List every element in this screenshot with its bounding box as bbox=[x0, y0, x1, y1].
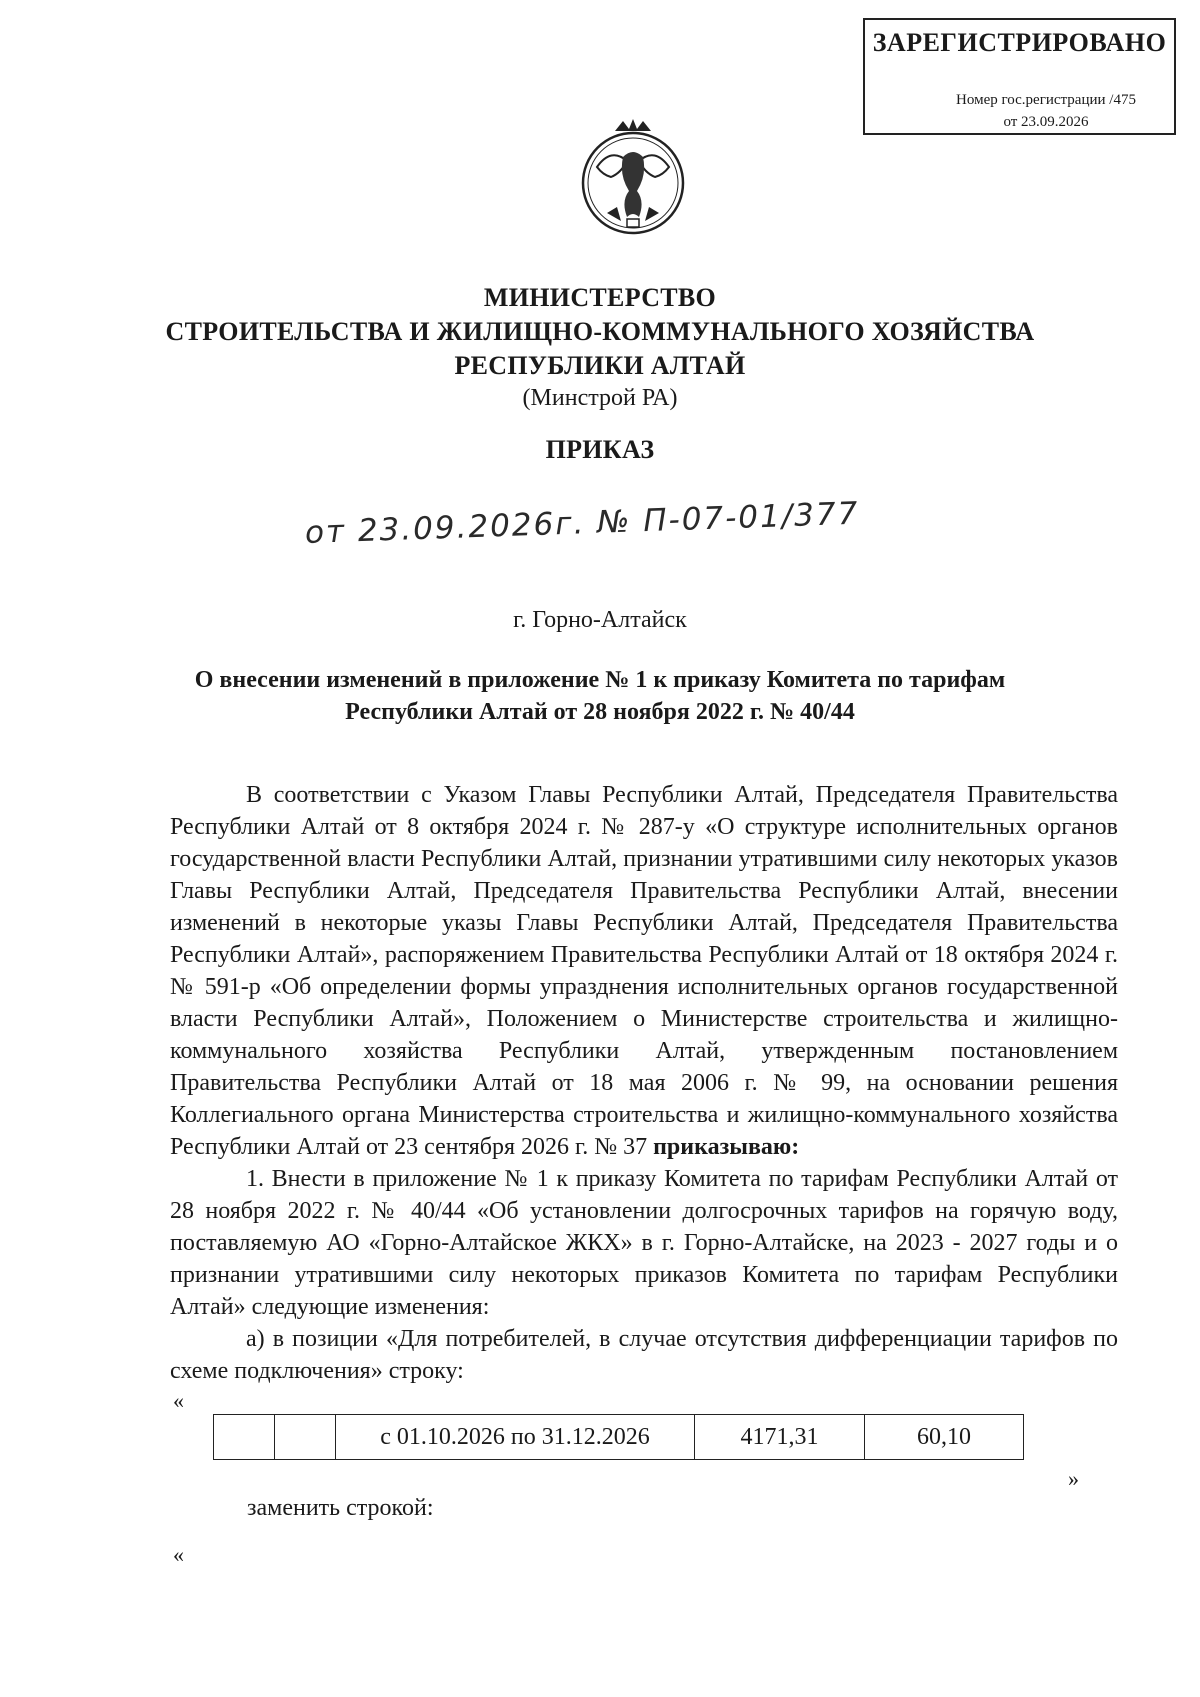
item-1-paragraph: 1. Внести в приложение № 1 к приказу Комитета по тарифам Республики Алтай от 28 ноября 2022 г. № 40/44 «Об установлении долгосрочных тарифов на горячую воду, поставляемую АО «Горно-Алтайское ЖКХ» в г. Горно-Алтайске, на 2023 - 2027 годы и о признании утратившими силу некоторых приказов Комитета по тарифам Республики Алтай» следующие изменения: bbox=[170, 1166, 1118, 1320]
preamble-text: В соответствии с Указом Главы Республики Алтай, Председателя Правительства Республики Алтай от 8 октября 2024 г. № 287-у «О структуре исполнительных органов государственной власти Республики Алтай, признании утратившими силу некоторых указов Главы Республики Алтай, Председателя Правительства Республики Алтай, внесении изменений в некоторые указы Главы Республики Алтай, Председателя Правительства Республики Алтай», распоряжением Правительства Республики Алтай от 18 октября 2024 г. № 591-р «Об определении формы упразднения исполнительных органов государственной власти Республики Алтай», Положением о Министерстве строительства и жилищно-коммунального хозяйства Республики Алтай, утвержденным постановлением Правительства Республики Алтай от 18 мая 2006 г. № 99, на основании решения Коллегиального органа Министерства строительства и жилищно-коммунального хозяйства Республики Алтай от 23 сентября 2026 г. № 37 bbox=[170, 782, 1118, 1160]
city: г. Горно-Алтайск bbox=[513, 607, 687, 633]
registration-number: Номер гос.регистрации /475 bbox=[956, 92, 1136, 108]
ministry-line1: МИНИСТЕРСТВО bbox=[483, 283, 717, 312]
preamble-paragraph bbox=[170, 779, 1118, 1163]
order-subject bbox=[150, 664, 1050, 728]
republic-altai-emblem-icon bbox=[577, 117, 689, 245]
ministry-short-name: (Минстрой РА) bbox=[522, 385, 678, 411]
registration-title: ЗАРЕГИСТРИРОВАНО bbox=[872, 28, 1167, 57]
open-quote-1: « bbox=[173, 1388, 184, 1413]
ministry-line3: РЕСПУБЛИКИ АЛТАЙ bbox=[454, 351, 746, 380]
table-cell-period: с 01.10.2026 по 31.12.2026 bbox=[336, 1415, 695, 1460]
table-cell-empty-1 bbox=[214, 1415, 275, 1460]
item-a-paragraph: а) в позиции «Для потребителей, в случае отсутствия дифференциации тарифов по схеме подключения» строку: bbox=[170, 1326, 1118, 1384]
ministry-line2: СТРОИТЕЛЬСТВА И ЖИЛИЩНО-КОММУНАЛЬНОГО ХОЗЯЙСТВА bbox=[165, 317, 1035, 346]
table-cell-value: 60,10 bbox=[865, 1415, 1024, 1460]
document-type: ПРИКАЗ bbox=[545, 435, 655, 464]
tariff-row-table bbox=[213, 1414, 1024, 1460]
table-cell-empty-2 bbox=[275, 1415, 336, 1460]
registration-date: от 23.09.2026 bbox=[1003, 114, 1089, 130]
preamble-bold: приказываю: bbox=[653, 1134, 800, 1160]
order-body bbox=[170, 779, 1118, 1387]
subject-line1: О внесении изменений в приложение № 1 к приказу Комитета по тарифам bbox=[194, 667, 1006, 693]
subject-line2: Республики Алтай от 28 ноября 2022 г. № 40/44 bbox=[345, 699, 855, 725]
replace-text: заменить строкой: bbox=[247, 1495, 434, 1521]
registration-stamp bbox=[863, 18, 1176, 135]
table-cell-tariff: 4171,31 bbox=[695, 1415, 865, 1460]
handwritten-date-number: от 23.09.2026г. № П-07-01/377 bbox=[304, 495, 860, 551]
close-quote-1: » bbox=[1068, 1466, 1079, 1491]
open-quote-2: « bbox=[173, 1542, 184, 1567]
table-row bbox=[214, 1415, 1024, 1460]
